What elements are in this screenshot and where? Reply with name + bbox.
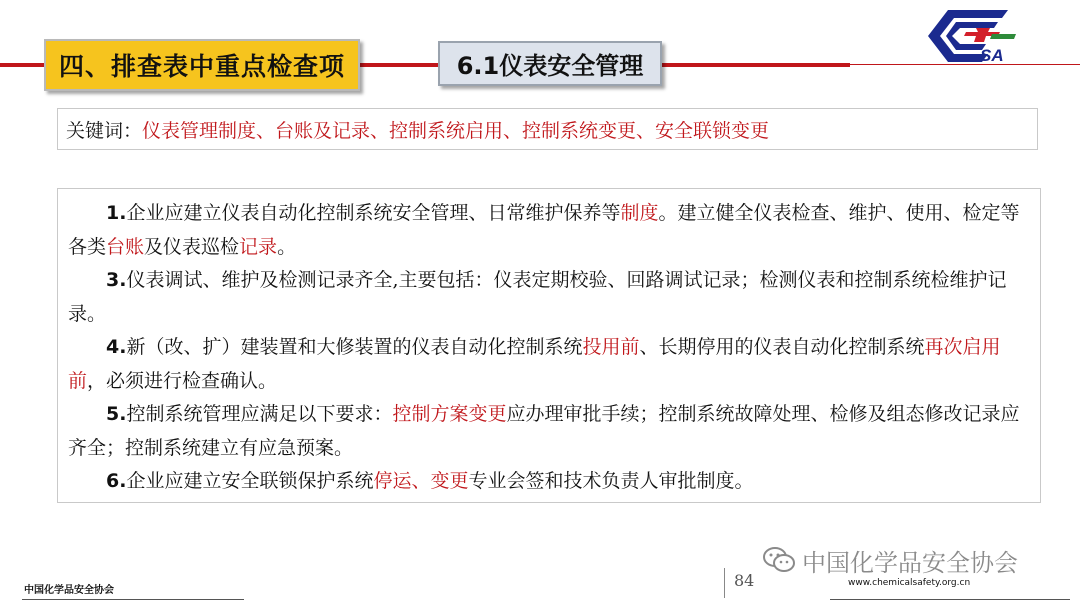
requirement-item — [68, 197, 1024, 264]
item-number: 5. — [106, 403, 127, 425]
requirements-list — [57, 188, 1041, 503]
item-number: 1. — [106, 202, 127, 224]
item-text: 。 — [277, 235, 297, 258]
highlight-text: 控制方案变更 — [392, 403, 507, 425]
item-text: 新（改、扩）建装置和大修装置的仪表自动化控制系统 — [126, 336, 583, 358]
watermark — [762, 542, 1018, 578]
item-text: 、长期停用的仪表自动化控制系统 — [639, 336, 925, 358]
section-title: 四、排查表中重点检查项 — [44, 39, 360, 91]
watermark-text: 中国化学品安全协会 — [802, 548, 1018, 577]
item-number: 6. — [106, 470, 127, 492]
item-text: 专业会签和技术负责人审批制度。 — [468, 470, 754, 492]
subsection-title: 6.1仪表安全管理 — [438, 41, 662, 86]
footer-rule-left — [22, 599, 244, 600]
highlight-text: 再次启用前 — [68, 336, 1001, 392]
keyword-value: 仪表管理制度、台账及记录、控制系统启用、控制系统变更、安全联锁变更 — [142, 119, 770, 142]
highlight-text: 制度 — [620, 202, 659, 224]
csa-logo-icon — [918, 6, 1018, 66]
item-text: ，必须进行检查确认。 — [87, 369, 278, 392]
item-number: 4. — [106, 336, 127, 358]
requirement-item — [68, 264, 1024, 331]
item-text: 企业应建立仪表自动化控制系统安全管理、日常维护保养等 — [126, 202, 621, 224]
highlight-text: 台账 — [106, 235, 145, 258]
item-text: 仪表调试、维护及检测记录齐全,主要包括：仪表定期校验、回路调试记录；检测仪表和控制系统检维护记录。 — [68, 269, 1007, 325]
page-number: 84 — [734, 571, 755, 590]
item-text: 。建立健全仪表检查、维护、使用、检定等各类 — [68, 202, 1020, 258]
requirement-item — [68, 398, 1024, 465]
footer-rule-right — [830, 599, 1070, 600]
item-text: 企业应建立安全联锁保护系统 — [126, 470, 374, 492]
footer-url: www.chemicalsafety.org.cn — [848, 578, 971, 588]
item-text: 应办理审批手续；控制系统故障处理、检修及组态修改记录应齐全；控制系统建立有应急预案。 — [68, 403, 1020, 459]
highlight-text: 记录 — [239, 235, 278, 258]
item-number: 3. — [106, 269, 127, 291]
logo-text: SA — [980, 46, 1004, 65]
highlight-text: 投用前 — [582, 336, 640, 358]
footer-org-name: 中国化学品安全协会 — [24, 585, 114, 596]
requirement-item — [68, 465, 1024, 499]
page-separator — [724, 568, 725, 598]
wechat-icon — [762, 546, 796, 574]
requirement-item — [68, 331, 1024, 398]
keyword-box — [57, 108, 1038, 150]
keyword-label: 关键词： — [66, 119, 143, 142]
item-text: 及仪表巡检 — [144, 235, 240, 258]
item-text: 控制系统管理应满足以下要求： — [126, 403, 393, 425]
highlight-text: 停运、变更 — [373, 470, 469, 492]
